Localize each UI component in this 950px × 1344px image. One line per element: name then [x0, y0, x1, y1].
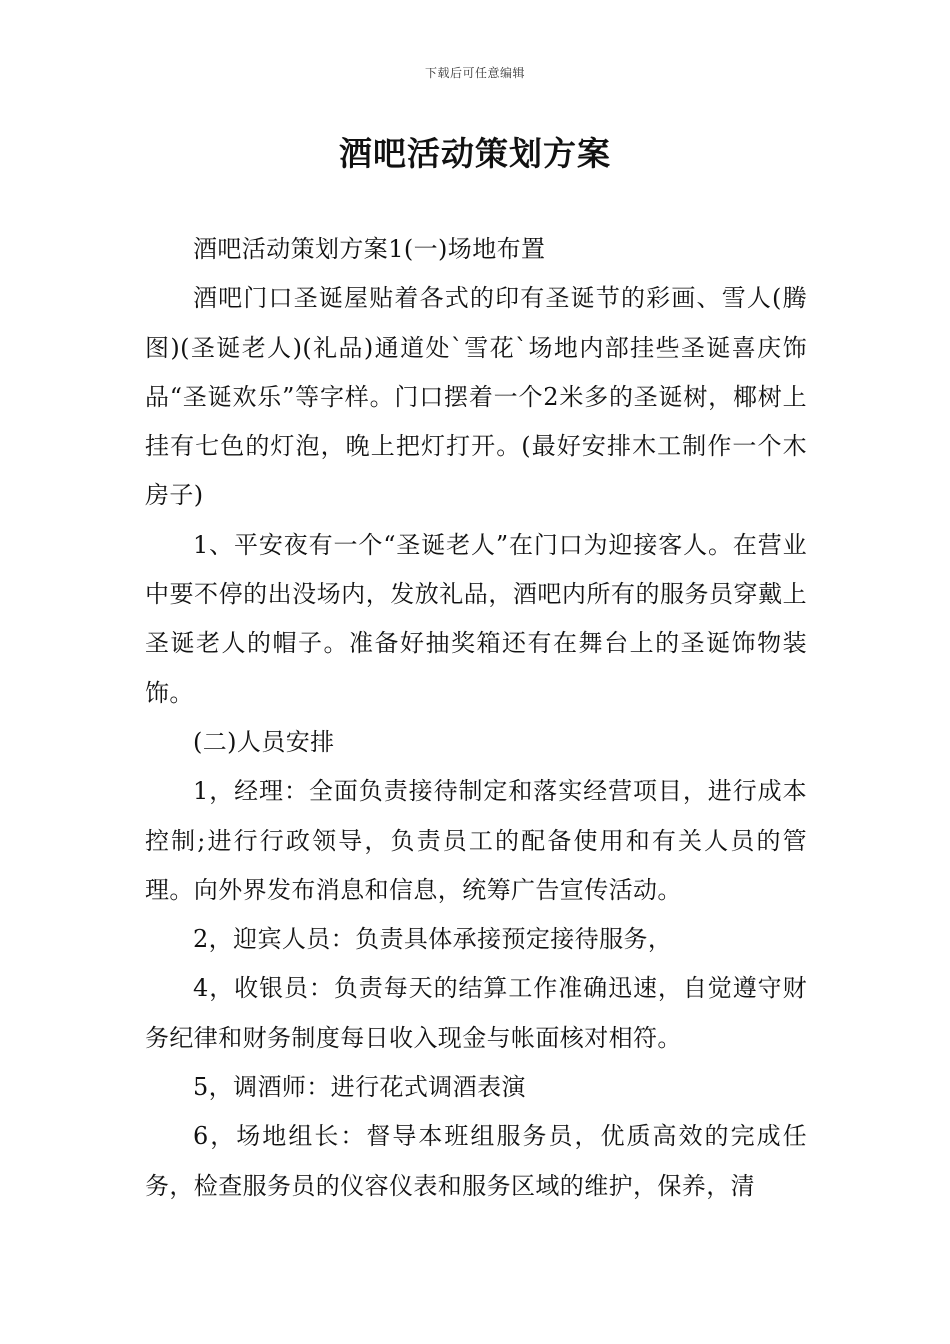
paragraph-floor-leader: 6，场地组长：督导本班组服务员，优质高效的完成任务，检查服务员的仪容仪表和服务区域的维护，保养，清 [145, 1122, 807, 1200]
section-heading-venue: 酒吧活动策划方案1(一)场地布置 [193, 235, 546, 263]
paragraph-manager: 1，经理：全面负责接待制定和落实经营项目，进行成本控制;进行行政领导，负责员工的配备使用和有关人员的管理。向外界发布消息和信息，统筹广告宣传活动。 [145, 777, 807, 904]
section-heading-staff: (二)人员安排 [193, 727, 335, 756]
paragraph-cashier: 4，收银员：负责每天的结算工作准确迅速，自觉遵守财务纪律和财务制度每日收入现金与帐面核对相符。 [145, 974, 807, 1052]
paragraph-bartender: 5，调酒师：进行花式调酒表演 [193, 1073, 526, 1102]
paragraph-santa-arrangement: 1、平安夜有一个“圣诞老人”在门口为迎接客人。在营业中要不停的出没场内，发放礼品，酒吧内所有的服务员穿戴上圣诞老人的帽子。准备好抽奖箱还有在舞台上的圣诞饰物装饰。 [145, 530, 807, 707]
document-title: 酒吧活动策划方案 [339, 134, 611, 173]
paragraph-greeter: 2，迎宾人员：负责具体承接预定接待服务， [193, 925, 673, 954]
document-body [145, 225, 807, 1211]
paragraph-venue-decoration: 酒吧门口圣诞屋贴着各式的印有圣诞节的彩画、雪人(腾图)(圣诞老人)(礼品)通道处`雪花`场地内部挂些圣诞喜庆饰品“圣诞欢乐”等字样。门口摆着一个2米多的圣诞树，椰树上挂有七色的灯泡，晚上把灯打开。(最好安排木工制作一个木房子) [145, 284, 807, 510]
header-note: 下载后可任意编辑 [424, 66, 525, 80]
